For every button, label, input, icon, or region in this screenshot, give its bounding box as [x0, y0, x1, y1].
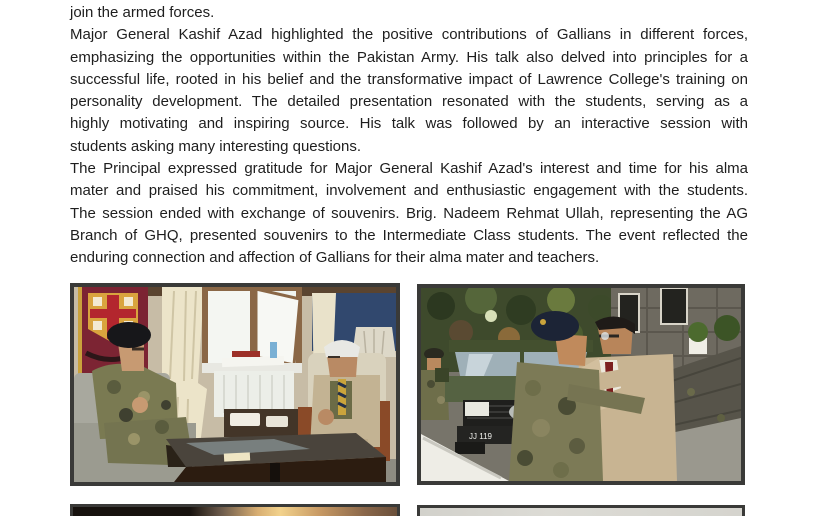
article-line: mater and praised his commitment, involvement and enthusiastic engagement with the students.: [70, 182, 748, 200]
article-line: enduring connection and affection of Gallians for their alma mater and teachers.: [70, 249, 600, 267]
photo-outdoor-greeting: [417, 284, 745, 485]
photo-partial-bottom-right: [417, 505, 745, 516]
article-line: emphasizing the opportunities within the Pakistan Army. His talk also delved into principles for a: [70, 48, 748, 66]
article-line: students asking many interesting questions.: [70, 137, 361, 155]
article-line: The session ended with exchange of souvenirs. Brig. Nadeem Rehmat Ullah, representing the AG: [70, 204, 748, 222]
partial-photo-content: [73, 507, 397, 516]
outdoor-scene-illustration: [421, 288, 741, 481]
article-line: The Principal expressed gratitude for Major General Kashif Azad's interest and time for his alma: [70, 160, 748, 178]
telephone-table: [224, 409, 308, 437]
article-line: successful life, rooted in his belief and the transformative impact of Lawrence College's training on: [70, 70, 748, 88]
license-plate: JJ 119: [469, 432, 492, 441]
photo-partial-bottom-left: [70, 504, 400, 516]
article-line: join the armed forces.: [70, 4, 215, 21]
officer-beret: [531, 311, 579, 341]
article-text: [70, 2, 748, 270]
officer-beret: [107, 322, 151, 348]
photo-indoor-meeting: [70, 283, 400, 486]
article-line: Branch of GHQ, presented souvenirs to the Intermediate Class students. The event reflected the: [70, 226, 748, 244]
coffee-table: [166, 433, 386, 482]
partial-photo-content: [420, 508, 742, 516]
indoor-scene-illustration: [74, 287, 396, 482]
article-line: Major General Kashif Azad highlighted the positive contributions of Gallians in different forces,: [70, 26, 748, 44]
article-line: personality development. The detailed presentation resonated with the students, serving as a: [70, 93, 748, 111]
article-line: highly motivating and inspiring source. His talk was followed by an interactive session with: [70, 115, 748, 133]
